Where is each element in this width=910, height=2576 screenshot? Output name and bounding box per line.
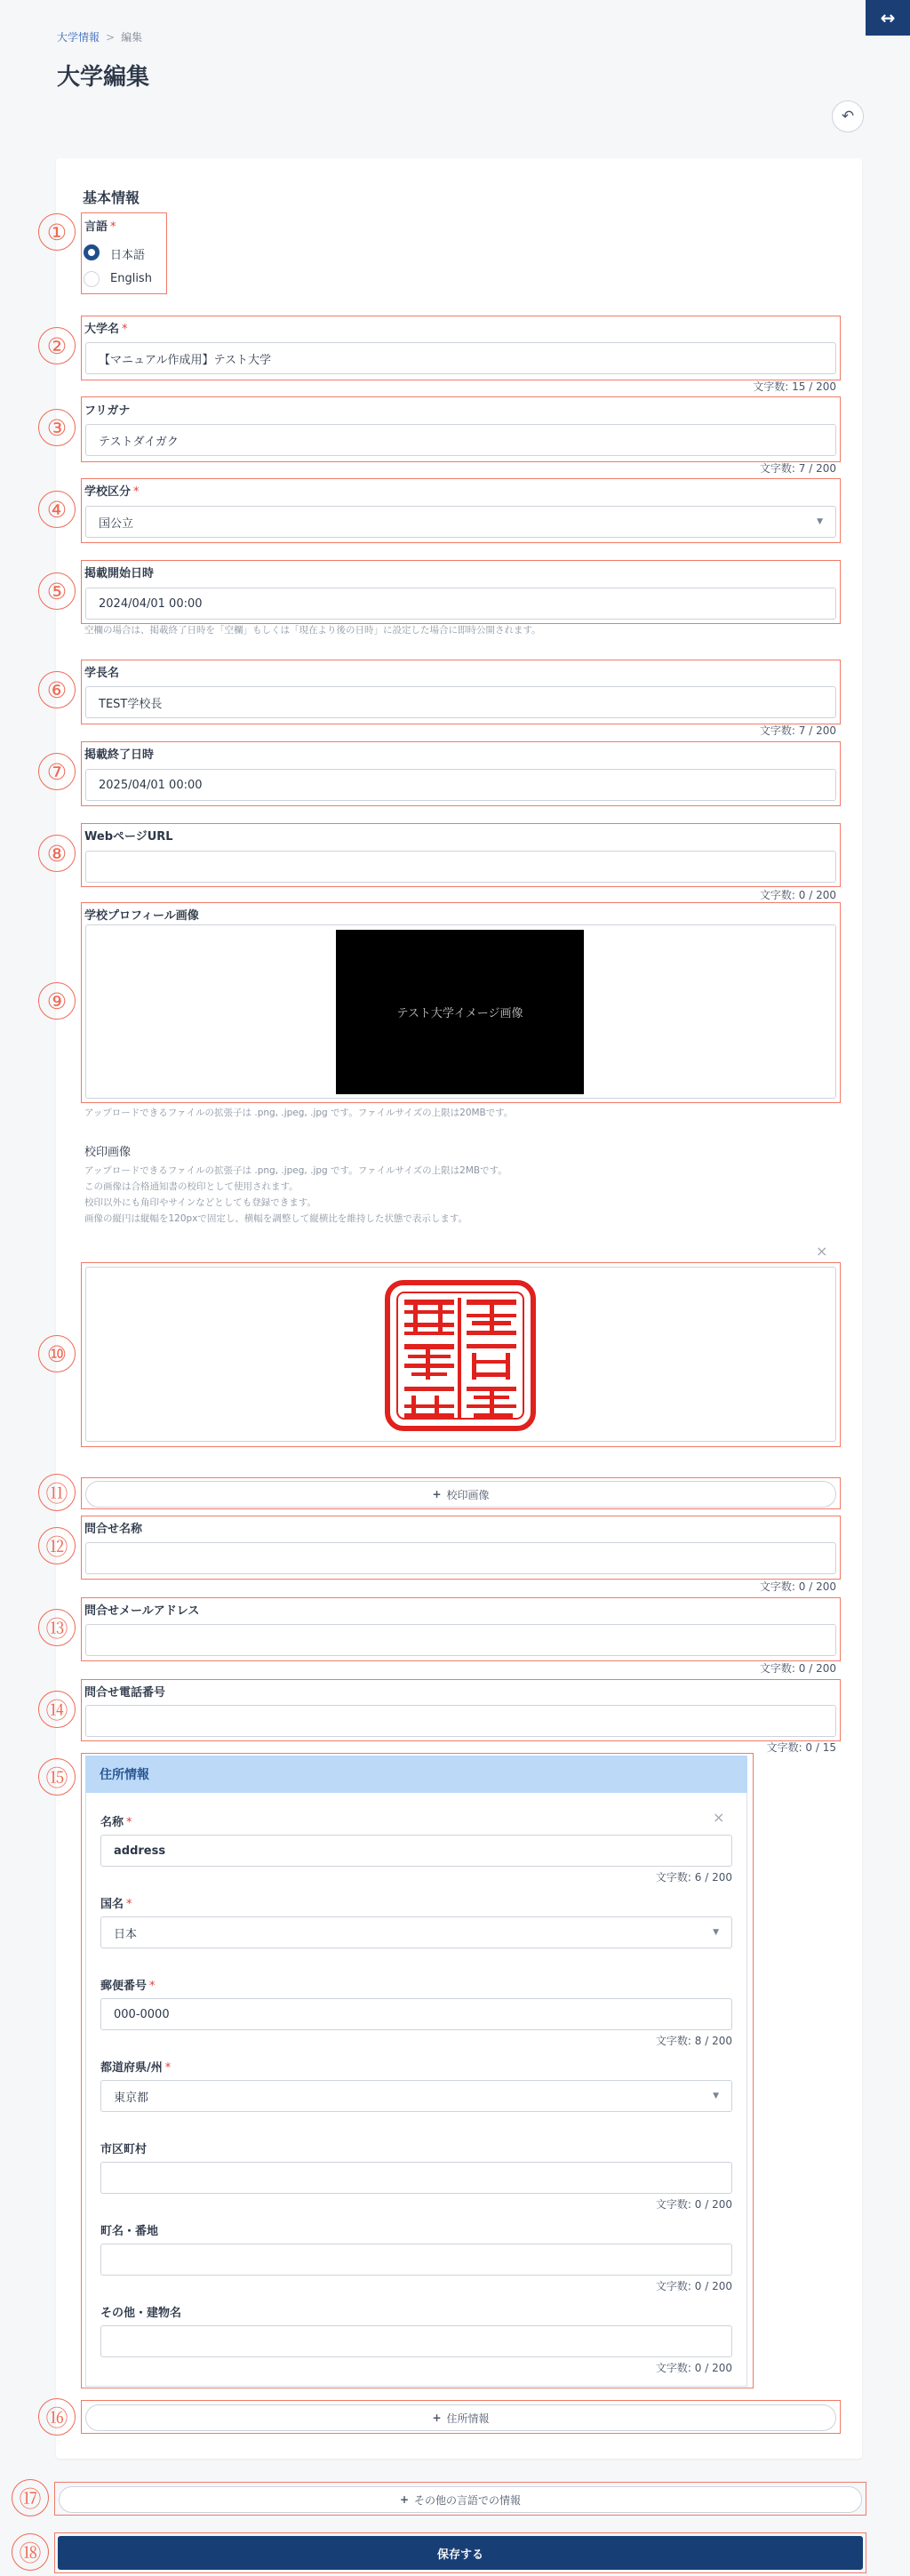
annotation-marker-4: ④	[38, 491, 76, 528]
language-label: 言語 *	[84, 220, 116, 234]
seal-image-hint-1: アップロードできるファイルの拡張子は .png, .jpeg, .jpg です。ファイルサイズの上限は2MBです。	[84, 1165, 507, 1176]
plus-icon: +	[432, 1488, 442, 1500]
president-counter: 文字数: 7 / 200	[759, 724, 836, 737]
building-input[interactable]	[100, 2325, 732, 2357]
radio-japanese[interactable]	[84, 244, 100, 260]
postal-label: 郵便番号 *	[100, 1980, 156, 1993]
radio-english[interactable]	[84, 271, 100, 287]
prefecture-select[interactable]	[100, 2080, 732, 2112]
university-name-input[interactable]: 【マニュアル作成用】テスト大学	[85, 342, 836, 374]
chevron-down-icon: ▼	[713, 1928, 719, 1937]
publish-start-label: 掲載開始日時	[84, 567, 155, 580]
contact-name-input[interactable]	[85, 1542, 836, 1574]
annotation-marker-18: ⑱	[12, 2533, 49, 2571]
prefecture-label: 都道府県/州 *	[100, 2061, 172, 2075]
radio-english-label: English	[110, 272, 152, 285]
breadcrumb	[57, 29, 142, 44]
publish-start-input[interactable]: 2024/04/01 00:00	[85, 588, 836, 620]
university-name-counter: 文字数: 15 / 200	[753, 380, 836, 393]
annotation-marker-5: ⑤	[38, 572, 76, 610]
publish-end-input[interactable]: 2025/04/01 00:00	[85, 769, 836, 801]
contact-email-label: 問合せメールアドレス	[84, 1604, 200, 1618]
city-label: 市区町村	[100, 2143, 148, 2156]
seal-image-label: 校印画像	[84, 1146, 132, 1159]
seal-image-remove-icon[interactable]: ×	[816, 1243, 828, 1260]
save-button[interactable]: 保存する	[58, 2536, 863, 2570]
address-name-input[interactable]: address	[100, 1835, 732, 1867]
annotation-marker-1: ①	[38, 213, 76, 251]
profile-image-label: 学校プロフィール画像	[84, 909, 199, 923]
annotation-marker-15: ⑮	[38, 1758, 76, 1796]
prefecture-value: 東京都	[114, 2091, 149, 2105]
profile-image-hint: アップロードできるファイルの拡張子は .png, .jpeg, .jpg です。ファイルサイズの上限は20MBです。	[84, 1108, 514, 1118]
president-label: 学長名	[84, 667, 120, 680]
address-remove-icon[interactable]: ×	[713, 1809, 725, 1826]
contact-name-label: 問合せ名称	[84, 1523, 143, 1536]
school-seal-image	[385, 1280, 536, 1435]
furigana-counter: 文字数: 7 / 200	[759, 462, 836, 475]
seal-image-hint-4: 画像の縦円は縦幅を120pxで固定し、横幅を調整して縦横比を維持した状態で表示します。	[84, 1213, 468, 1224]
contact-name-counter: 文字数: 0 / 200	[759, 1580, 836, 1593]
publish-end-label: 掲載終了日時	[84, 748, 155, 762]
add-seal-image-button[interactable]	[85, 1481, 836, 1508]
webpage-url-counter: 文字数: 0 / 200	[759, 889, 836, 901]
annotation-marker-9: ⑨	[38, 982, 76, 1020]
postal-input[interactable]: 000-0000	[100, 1998, 732, 2030]
contact-email-counter: 文字数: 0 / 200	[759, 1662, 836, 1675]
section-title: 基本情報	[83, 189, 140, 206]
annotation-marker-3: ③	[38, 409, 76, 446]
chevron-down-icon: ▼	[713, 2092, 719, 2100]
webpage-url-label: WebページURL	[84, 830, 173, 844]
city-counter: 文字数: 0 / 200	[655, 2198, 732, 2211]
address-name-counter: 文字数: 6 / 200	[655, 1871, 732, 1884]
publish-start-hint: 空欄の場合は、掲載終了日時を「空欄」もしくは「現在より後の日時」に設定した場合に即時公開されます。	[84, 625, 541, 636]
breadcrumb-separator: >	[106, 31, 116, 44]
building-counter: 文字数: 0 / 200	[655, 2362, 732, 2374]
university-name-label: 大学名 *	[84, 323, 128, 336]
annotation-marker-11: ⑪	[38, 1474, 76, 1511]
contact-phone-counter: 文字数: 0 / 15	[766, 1741, 836, 1754]
seal-image-hint-2: この画像は合格通知書の校印として使用されます。	[84, 1181, 299, 1192]
country-label: 国名 *	[100, 1898, 132, 1911]
add-other-language-label: その他の言語での情報	[414, 2493, 522, 2507]
president-input[interactable]: TEST学校長	[85, 686, 836, 718]
contact-phone-label: 問合せ電話番号	[84, 1686, 166, 1700]
annotation-marker-13: ⑬	[38, 1609, 76, 1646]
annotation-marker-12: ⑫	[38, 1527, 76, 1564]
annotation-marker-7: ⑦	[38, 753, 76, 790]
seal-image-hint-3: 校印以外にも角印やサインなどとしても登録できます。	[84, 1197, 316, 1208]
contact-email-input[interactable]	[85, 1624, 836, 1656]
expand-toggle-button[interactable]: ↔	[866, 0, 910, 36]
school-type-label: 学校区分 *	[84, 485, 140, 499]
back-arrow-icon: ↶	[841, 108, 855, 125]
furigana-label: フリガナ	[84, 404, 131, 418]
annotation-marker-16: ⑯	[38, 2398, 76, 2436]
add-address-label: 住所情報	[446, 2412, 490, 2425]
breadcrumb-parent-link[interactable]: 大学情報	[57, 31, 100, 44]
profile-image-preview: テスト大学イメージ画像	[336, 930, 584, 1094]
country-value: 日本	[114, 1927, 138, 1941]
address-panel-header: 住所情報	[85, 1756, 747, 1793]
annotation-marker-8: ⑧	[38, 835, 76, 872]
street-counter: 文字数: 0 / 200	[655, 2280, 732, 2292]
page-title: 大学編集	[57, 64, 150, 91]
breadcrumb-current: 編集	[121, 31, 143, 44]
annotation-marker-17: ⑰	[12, 2479, 49, 2516]
annotation-marker-10: ⑩	[38, 1335, 76, 1372]
plus-icon: +	[399, 2493, 410, 2506]
webpage-url-input[interactable]	[85, 851, 836, 883]
building-label: その他・建物名	[100, 2307, 182, 2320]
plus-icon: +	[432, 2412, 442, 2424]
annotation-marker-6: ⑥	[38, 671, 76, 708]
radio-japanese-label: 日本語	[110, 249, 146, 262]
back-button[interactable]	[832, 100, 864, 132]
address-name-label: 名称 *	[100, 1816, 132, 1829]
add-seal-image-label: 校印画像	[446, 1488, 490, 1501]
street-input[interactable]	[100, 2244, 732, 2276]
contact-phone-input[interactable]	[85, 1705, 836, 1737]
furigana-input[interactable]: テストダイガク	[85, 424, 836, 456]
annotation-marker-14: ⑭	[38, 1691, 76, 1728]
add-other-language-button[interactable]	[59, 2486, 862, 2513]
postal-counter: 文字数: 8 / 200	[655, 2035, 732, 2047]
chevron-down-icon: ▼	[817, 517, 823, 526]
add-address-button[interactable]	[85, 2404, 836, 2431]
school-type-select[interactable]	[85, 506, 836, 538]
school-type-value: 国公立	[99, 516, 134, 531]
country-select[interactable]	[100, 1916, 732, 1948]
street-label: 町名・番地	[100, 2225, 159, 2238]
annotation-marker-2: ②	[38, 327, 76, 364]
city-input[interactable]	[100, 2162, 732, 2194]
